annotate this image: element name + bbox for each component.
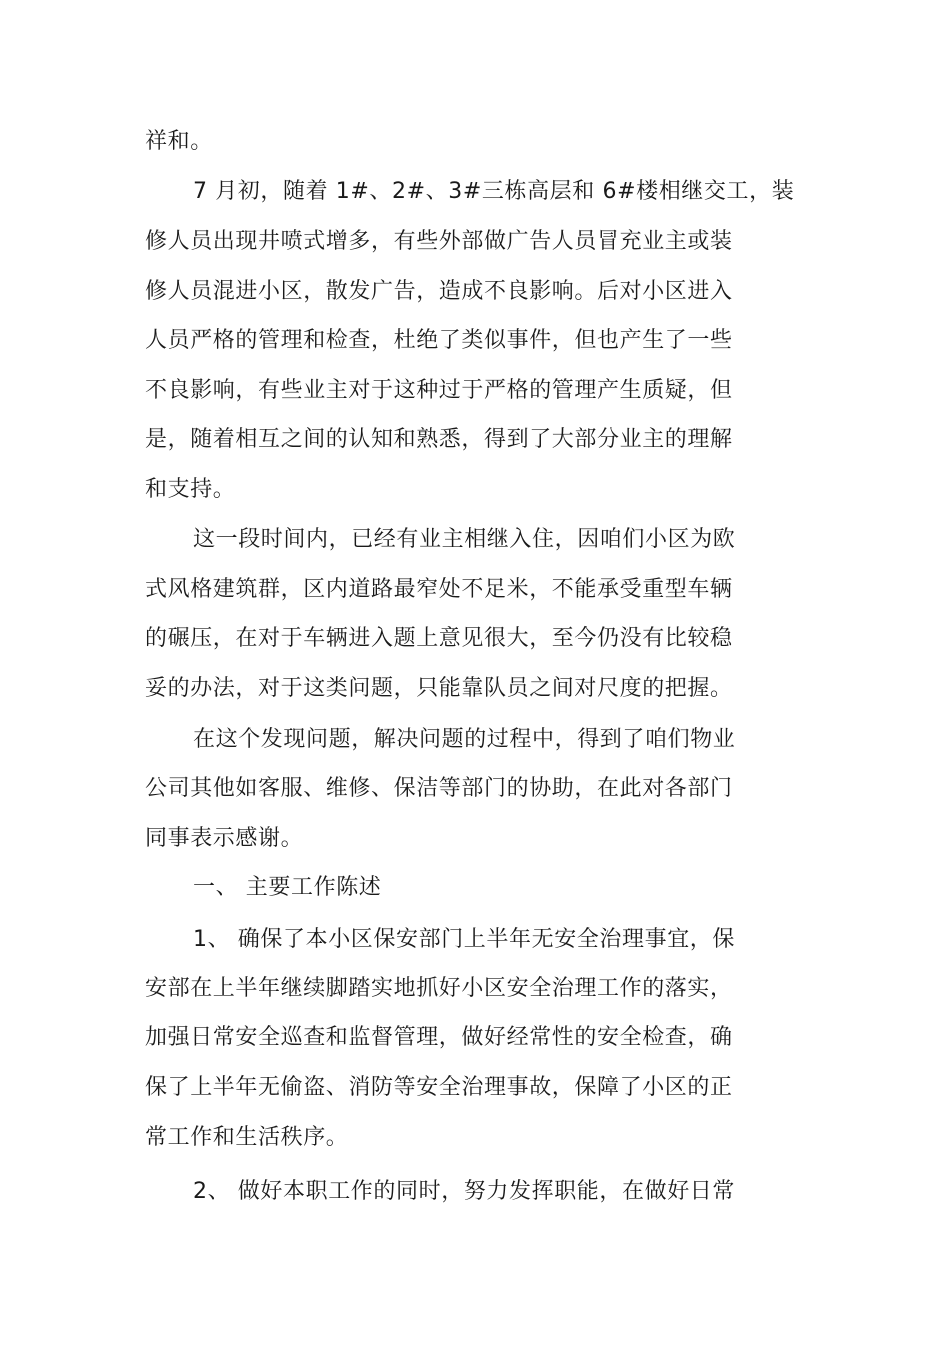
- text-line: 修人员混进小区，散发广告，造成不良影响。后对小区进入: [145, 279, 733, 304]
- text-line: 保了上半年无偷盗、消防等安全治理事故，保障了小区的正: [145, 1075, 733, 1100]
- text-line: 在这个发现问题，解决问题的过程中，得到了咱们物业: [193, 727, 736, 752]
- text-line: 妥的办法，对于这类问题，只能靠队员之间对尺度的把握。: [145, 676, 733, 701]
- text-line: 人员严格的管理和检查，杜绝了类似事件，但也产生了一些: [145, 328, 733, 353]
- text-line: 和支持。: [145, 477, 236, 502]
- text-line: 不良影响，有些业主对于这种过于严格的管理产生质疑，但: [145, 378, 733, 403]
- text-line: 安部在上半年继续脚踏实地抓好小区安全治理工作的落实，: [145, 976, 733, 1001]
- text-line: 常工作和生活秩序。: [145, 1125, 349, 1150]
- text-line: 祥和。: [145, 129, 213, 154]
- section-heading: 一、 主要工作陈述: [193, 875, 382, 900]
- text-line: 是，随着相互之间的认知和熟悉，得到了大部分业主的理解: [145, 427, 733, 452]
- text-line: 的碾压，在对于车辆进入题上意见很大，至今仍没有比较稳: [145, 626, 733, 651]
- text-line: 这一段时间内，已经有业主相继入住，因咱们小区为欧: [193, 527, 736, 552]
- text-line: 加强日常安全巡查和监督管理，做好经常性的安全检查，确: [145, 1025, 733, 1050]
- text-line: 式风格建筑群，区内道路最窄处不足米，不能承受重型车辆: [145, 577, 733, 602]
- text-line: 7 月初，随着 1#、2#、3#三栋高层和 6#楼相继交工，装: [193, 179, 795, 204]
- text-line: 1、 确保了本小区保安部门上半年无安全治理事宜，保: [193, 927, 735, 952]
- text-line: 2、 做好本职工作的同时，努力发挥职能，在做好日常: [193, 1179, 735, 1204]
- text-line: 公司其他如客服、维修、保洁等部门的协助，在此对各部门: [145, 776, 733, 801]
- text-line: 修人员出现井喷式增多，有些外部做广告人员冒充业主或装: [145, 229, 733, 254]
- text-line: 同事表示感谢。: [145, 826, 304, 851]
